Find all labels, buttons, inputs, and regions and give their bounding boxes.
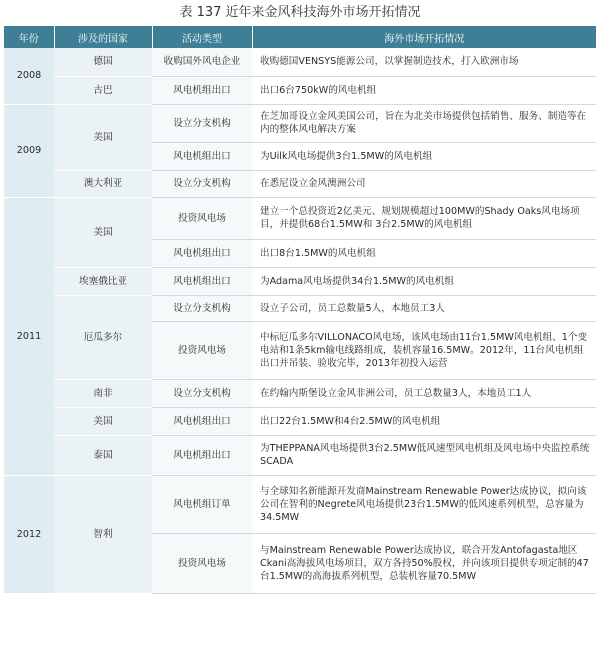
table-row xyxy=(4,104,596,142)
country-cell: 智利 xyxy=(54,475,152,593)
table-row xyxy=(4,295,596,321)
activity-cell: 风电机组出口 xyxy=(152,407,252,435)
description-cell: 出口8台1.5MW的风电机组 xyxy=(252,239,596,267)
activity-cell: 风电机组出口 xyxy=(152,435,252,475)
country-cell: 泰国 xyxy=(54,435,152,475)
country-cell: 美国 xyxy=(54,104,152,170)
header-market: 海外市场开拓情况 xyxy=(252,26,596,48)
activity-cell: 风电机组订单 xyxy=(152,475,252,533)
header-year: 年份 xyxy=(4,26,54,48)
country-cell: 埃塞俄比亚 xyxy=(54,267,152,295)
activity-cell: 风电机组出口 xyxy=(152,239,252,267)
activity-cell: 设立分支机构 xyxy=(152,170,252,197)
activity-cell: 投资风电场 xyxy=(152,321,252,379)
table-row xyxy=(4,170,596,197)
header-activity: 活动类型 xyxy=(152,26,252,48)
table-row xyxy=(4,379,596,407)
description-cell: 为THEPPANA风电场提供3台2.5MW低风速型风电机组及风电场中央监控系统SCADA xyxy=(252,435,596,475)
description-cell: 设立子公司，员工总数量5人，本地员工3人 xyxy=(252,295,596,321)
table-caption: 表 137 近年来金风科技海外市场开拓情况 xyxy=(179,5,421,20)
country-cell: 美国 xyxy=(54,407,152,435)
country-cell: 德国 xyxy=(54,48,152,76)
country-cell: 厄瓜多尔 xyxy=(54,295,152,379)
description-cell: 收购德国VENSYS能源公司，以掌握制造技术，打入欧洲市场 xyxy=(252,48,596,76)
table-row xyxy=(4,48,596,76)
description-cell: 在芝加哥设立金风美国公司，旨在为北美市场提供包括销售、服务、制造等在内的整体风电解决方案 xyxy=(252,104,596,142)
overseas-market-table xyxy=(4,26,596,594)
description-cell: 中标厄瓜多尔VILLONACO风电场，该风电场由11台1.5MW风电机组、1个变电站和1条5km输电线路组成，装机容量16.5MW。2012年，11台风电机组出口并吊装、验收完毕，2013年初投入运营 xyxy=(252,321,596,379)
year-cell: 2012 xyxy=(4,475,54,593)
year-cell: 2009 xyxy=(4,104,54,197)
activity-cell: 投资风电场 xyxy=(152,197,252,239)
description-cell: 与Mainstream Renewable Power达成协议，联合开发Antofagasta地区Ckani高海拔风电场项目，双方各持50%股权，并向该项目提供专项定制的47台1.5MW的高海拔系列机型，总装机容量70.5MW xyxy=(252,533,596,593)
activity-cell: 风电机组出口 xyxy=(152,267,252,295)
activity-cell: 风电机组出口 xyxy=(152,76,252,104)
header-country: 涉及的国家 xyxy=(54,26,152,48)
description-cell: 在约翰内斯堡设立金风非洲公司，员工总数量3人，本地员工1人 xyxy=(252,379,596,407)
table-row xyxy=(4,475,596,533)
activity-cell: 设立分支机构 xyxy=(152,104,252,142)
activity-cell: 风电机组出口 xyxy=(152,142,252,170)
country-cell: 南非 xyxy=(54,379,152,407)
description-cell: 出口6台750kW的风电机组 xyxy=(252,76,596,104)
description-cell: 出口22台1.5MW和4台2.5MW的风电机组 xyxy=(252,407,596,435)
description-cell: 与全球知名新能源开发商Mainstream Renewable Power达成协议，拟向该公司在智利的Negrete风电场提供23台1.5MW的低风速系列机型，总容量为34.5MW xyxy=(252,475,596,533)
year-cell: 2011 xyxy=(4,197,54,475)
table-row xyxy=(4,76,596,104)
table-row xyxy=(4,435,596,475)
description-cell: 在悉尼设立金风澳洲公司 xyxy=(252,170,596,197)
table-row xyxy=(4,407,596,435)
activity-cell: 设立分支机构 xyxy=(152,295,252,321)
table-row xyxy=(4,197,596,239)
table-row xyxy=(4,267,596,295)
header-row xyxy=(4,26,596,48)
description-cell: 建立一个总投资近2亿美元、规划规模超过100MW的Shady Oaks风电场项目，并提供68台1.5MW和 3台2.5MW的风电机组 xyxy=(252,197,596,239)
country-cell: 美国 xyxy=(54,197,152,267)
description-cell: 为Adama风电场提供34台1.5MW的风电机组 xyxy=(252,267,596,295)
activity-cell: 投资风电场 xyxy=(152,533,252,593)
year-cell: 2008 xyxy=(4,48,54,104)
activity-cell: 设立分支机构 xyxy=(152,379,252,407)
description-cell: 为Uilk风电场提供3台1.5MW的风电机组 xyxy=(252,142,596,170)
activity-cell: 收购国外风电企业 xyxy=(152,48,252,76)
country-cell: 澳大利亚 xyxy=(54,170,152,197)
country-cell: 古巴 xyxy=(54,76,152,104)
